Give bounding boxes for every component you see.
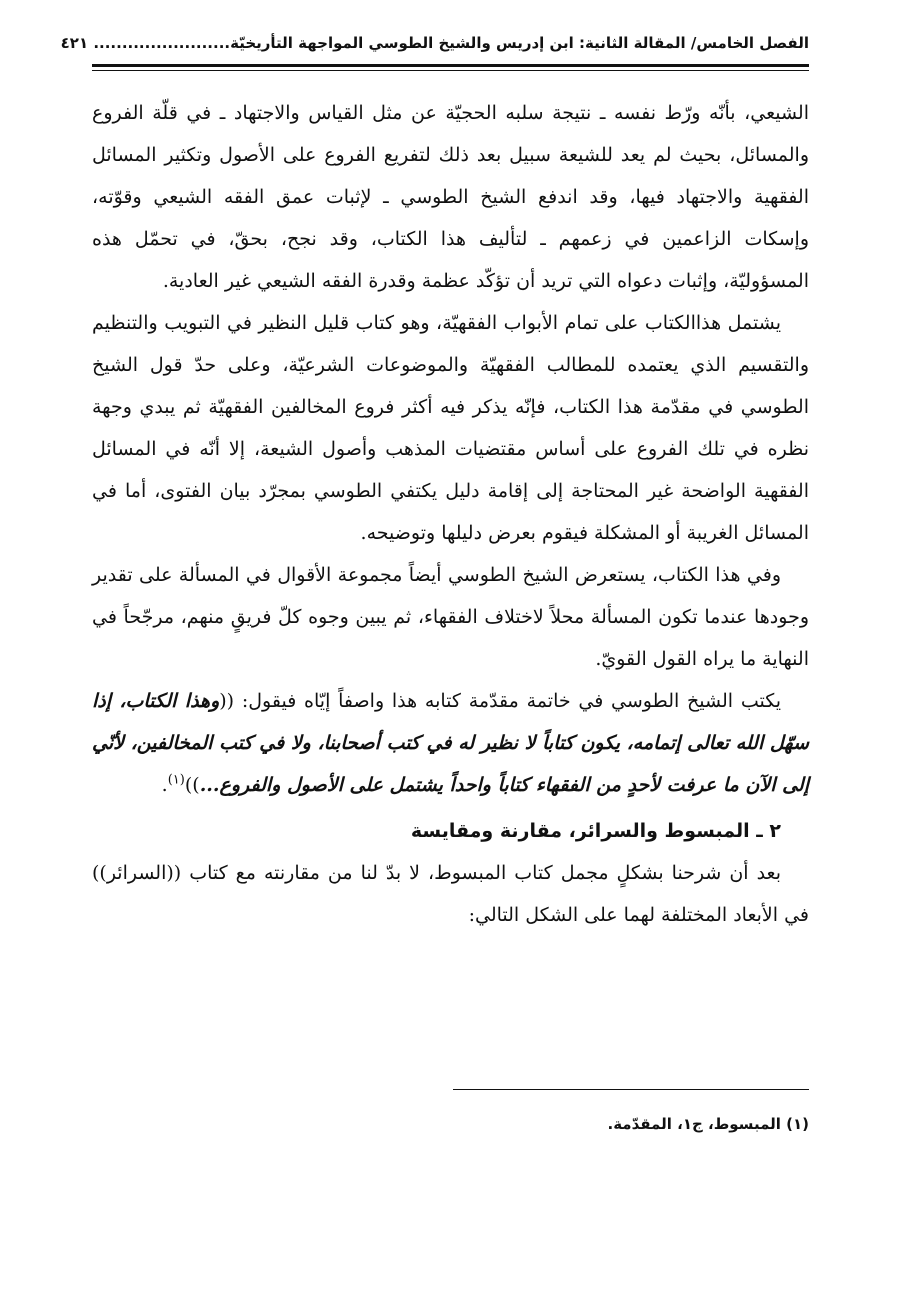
body-text xyxy=(92,92,809,936)
paragraph-4 xyxy=(92,680,809,806)
quote-close: )) xyxy=(184,774,200,796)
section-paragraph: بعد أن شرحنا بشكلٍ مجمل كتاب المبسوط، لا بدّ لنا من مقارنته مع كتاب ((السرائر)) في الأبعاد المختلفة لهما على الشكل التالي: xyxy=(92,862,809,926)
running-header-title: الفصل الخامس/ المقالة الثانية: ابن إدريس والشيخ الطوسي المواجهة التأريخيّة xyxy=(230,34,809,52)
page-number: ........................ ٤٢١ xyxy=(60,34,231,52)
quote-intro: يكتب الشيخ الطوسي في خاتمة مقدّمة كتابه هذا واصفاً إيّاه فيقول: (( xyxy=(219,690,781,712)
running-header xyxy=(60,28,809,58)
header-rule xyxy=(92,64,809,67)
paragraph-2: يشتمل هذاالكتاب على تمام الأبواب الفقهيّة، وهو كتاب قليل النظير في التبويب والتنظيم والتقسيم الذي يعتمده للمطالب الفقهيّة والموضوعات الشرعيّة، وعلى حدّ قول الشيخ الطوسي في مقدّمة هذا الكتاب، فإنّه يذكر فيه أكثر فروع المخالفين الفقهيّة ثم يبدي وجهة نظره في تلك الفروع على أساس مقتضيات المذهب وأصول الشيعة، إلا أنّه في المسائل الفقهية الواضحة غير المحتاجة إلى إقامة دليل يكتفي الطوسي بمجرّد بيان الفتوى، أما في المسائل الغريبة أو المشكلة فيقوم بعرض دليلها وتوضيحه. xyxy=(92,312,809,544)
header-rule-thin xyxy=(92,70,809,71)
paragraph-end: . xyxy=(161,774,168,796)
footnote: (١) المبسوط، ج١، المقدّمة. xyxy=(607,1115,809,1133)
footnote-rule xyxy=(453,1089,809,1090)
paragraph-3: وفي هذا الكتاب، يستعرض الشيخ الطوسي أيضاً مجموعة الأقوال في المسألة على تقدير وجودها عندما تكون المسألة محلاً لاختلاف الفقهاء، ثم يبين وجوه كلّ فريقٍ منهم، مرجّحاً في النهاية ما يراه القول القويّ. xyxy=(92,564,809,670)
footnote-reference: (١) xyxy=(167,772,185,788)
section-heading: ٢ ـ المبسوط والسرائر، مقارنة ومقايسة xyxy=(410,820,781,842)
tusi-quote: وهذا الكتاب، إذا سهّل الله تعالى إتمامه، يكون كتاباً لا نظير له في كتب أصحابنا، ولا في كتب المخالفين، لأنّي إلى الآن ما عرفت لأحدٍ من الفقهاء كتاباً واحداً يشتمل على الأصول والفروع... xyxy=(92,690,809,796)
paragraph-1: الشيعي، بأنّه ورّط نفسه ـ نتيجة سلبه الحجيّة عن مثل القياس والاجتهاد ـ في قلّة الفروع والمسائل، بحيث لم يعد للشيعة سبيل بعد ذلك لتفريع الفروع على الأصول وتكثير المسائل الفقهية والاجتهاد فيها، وقد اندفع الشيخ الطوسي ـ لإثبات عمق الفقه الشيعي وقوّته، وإسكات الزاعمين في زعمهم ـ لتأليف هذا الكتاب، وقد نجح، بحقّ، في تحمّل هذه المسؤوليّة، وإثبات دعواه التي تريد أن تؤكّد عظمة وقدرة الفقه الشيعي غير العادية. xyxy=(92,102,809,292)
